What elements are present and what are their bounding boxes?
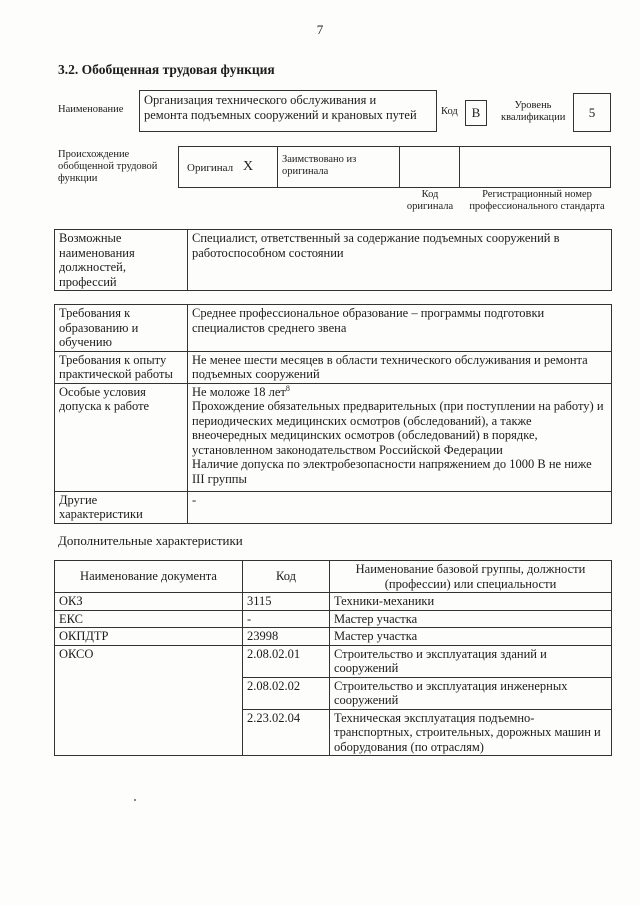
page-number: 7 [316, 22, 324, 37]
code-label: Код [441, 106, 458, 117]
doc-cell: ОКЗ [55, 593, 243, 611]
table-row [55, 628, 612, 646]
registration-caption-line-1: Регистрационный номер [482, 189, 592, 200]
level-value: 5 [573, 93, 611, 132]
conditions-age-line [192, 385, 607, 400]
name-cell: Техническая эксплуатация подъемно-транспортных, строительных, дорожных машин и оборудования (по отраслям) [330, 709, 612, 756]
name-box [139, 90, 437, 132]
name-line-1: Организация технического обслуживания и [144, 93, 377, 107]
origin-label [58, 149, 173, 185]
requirements-table [54, 304, 612, 524]
doc-cell: ОКПДТР [55, 628, 243, 646]
code-cell: - [243, 610, 330, 628]
code-cell: 3115 [243, 593, 330, 611]
table-row [55, 230, 612, 291]
experience-value: Не менее шести месяцев в области технического обслуживания и ремонта подъемных сооружений [188, 351, 612, 383]
level-label [501, 100, 565, 124]
code-original-caption-line-2: оригинала [406, 201, 454, 212]
borrowed-line-2: оригинала [282, 166, 329, 177]
origin-label-line-2: обобщенной трудовой [58, 161, 158, 172]
other-value: - [188, 491, 612, 523]
name-cell: Мастер участка [330, 610, 612, 628]
original-code-cell [400, 147, 460, 187]
level-label-line-2: квалификации [501, 112, 566, 123]
positions-value: Специалист, ответственный за содержание подъемных сооружений в работоспособном состоянии [188, 230, 612, 291]
header-document: Наименование документа [55, 561, 243, 593]
registration-caption-line-2: профессионального стандарта [469, 201, 605, 212]
code-original-caption-line-1: Код [421, 189, 439, 200]
origin-strip [178, 146, 611, 188]
additional-caption: Дополнительные характеристики [58, 533, 243, 548]
scan-speck [134, 799, 136, 801]
origin-label-line-3: функции [58, 173, 98, 184]
okso-doc-cell: ОКСО [55, 645, 243, 756]
code-cell: 23998 [243, 628, 330, 646]
table-row [55, 593, 612, 611]
code-cell: 2.23.02.04 [243, 709, 330, 756]
education-value: Среднее профессиональное образование – программы подготовки специалистов среднего звена [188, 305, 612, 352]
borrowed-label [282, 154, 356, 178]
header-code: Код [243, 561, 330, 593]
name-cell: Строительство и эксплуатация инженерных сооружений [330, 677, 612, 709]
table-row [55, 610, 612, 628]
doc-cell: ЕКС [55, 610, 243, 628]
header-name: Наименование базовой группы, должности (профессии) или специальности [330, 561, 612, 593]
education-label: Требования к образованию и обучению [55, 305, 188, 352]
table-row [55, 383, 612, 491]
section-title: 3.2. Обобщенная трудовая функция [58, 62, 275, 77]
name-cell: Техники-механики [330, 593, 612, 611]
conditions-electrical: Наличие допуска по электробезопасности напряжением до 1000 В не ниже III группы [192, 457, 592, 486]
original-mark: X [243, 159, 254, 174]
experience-label: Требования к опыту практической работы [55, 351, 188, 383]
borrowed-cell [278, 147, 400, 187]
name-label: Наименование [58, 104, 124, 115]
original-cell [179, 147, 278, 187]
name-cell: Мастер участка [330, 628, 612, 646]
code-cell: 2.08.02.01 [243, 645, 330, 677]
positions-table [54, 229, 612, 291]
positions-label: Возможные наименования должностей, профессий [55, 230, 188, 291]
additional-table [54, 560, 612, 756]
table-row [55, 351, 612, 383]
original-label: Оригинал [187, 162, 234, 174]
code-value: B [465, 100, 487, 126]
footnote-marker: 8 [285, 383, 290, 393]
code-original-caption [400, 189, 460, 213]
conditions-label: Особые условия допуска к работе [55, 383, 188, 491]
code-cell: 2.08.02.02 [243, 677, 330, 709]
name-line-2: ремонта подъемных сооружений и крановых путей [144, 108, 417, 122]
level-label-line-1: Уровень [514, 100, 552, 111]
origin-label-line-1: Происхождение [58, 149, 130, 160]
registration-caption [462, 189, 612, 213]
table-row [55, 645, 612, 677]
table-row [55, 491, 612, 523]
borrowed-line-1: Заимствовано из [282, 154, 357, 165]
other-label: Другие характеристики [55, 491, 188, 523]
conditions-age: Не моложе 18 лет [192, 384, 286, 399]
table-header-row [55, 561, 612, 593]
conditions-value [188, 383, 612, 491]
table-row [55, 305, 612, 352]
conditions-medical: Прохождение обязательных предварительных (при поступлении на работу) и периодических медицинских осмотров (обследований), а также внеочередных медицинских осмотров (обследований) в порядке, установленном законодательством Российской Федерации [192, 399, 604, 457]
name-cell: Строительство и эксплуатация зданий и сооружений [330, 645, 612, 677]
